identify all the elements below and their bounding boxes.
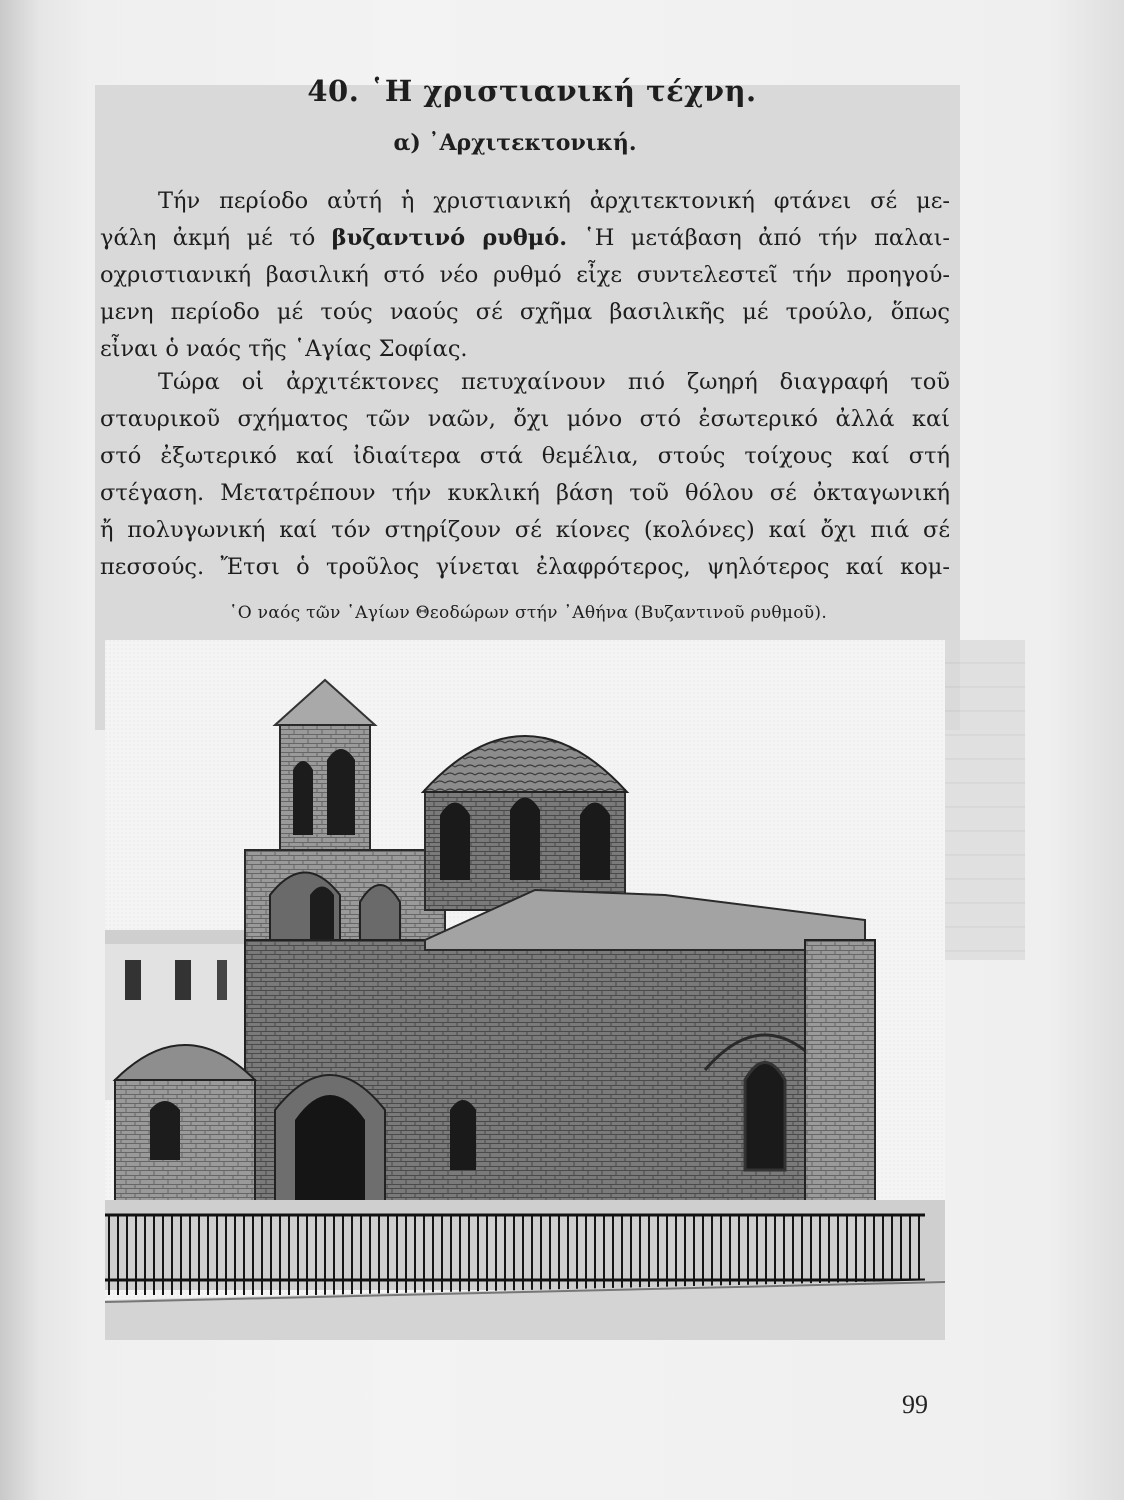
section-subtitle: α) ᾿Αρχιτεκτονική. — [393, 130, 637, 156]
show-through-text — [940, 640, 1025, 960]
paragraph-2-line: Τώρα οἱ ἀρχιτέκτονες πετυχαίνουν πιό ζωηρή διαγραφή τοῦ — [158, 369, 950, 395]
paragraph-1-line: Τήν περίοδο αὐτή ἡ χριστιανική ἀρχιτεκτονική φτάνει σέ με- — [158, 188, 950, 214]
paragraph-1-line: εἶναι ὁ ναός τῆς ῾Αγίας Σοφίας. — [100, 336, 468, 362]
section-title: 40. ῾Η χριστιανική τέχνη. — [307, 74, 757, 108]
church-photo — [105, 640, 945, 1340]
figure-caption: ῾Ο ναός τῶν ῾Αγίων Θεοδώρων στήν ᾿Αθήνα (Βυζαντινοῦ ρυθμοῦ). — [228, 603, 828, 623]
paragraph-1 — [100, 183, 950, 368]
bold-term: βυζαντινό ρυθμό. — [331, 225, 568, 251]
paragraph-2 — [100, 364, 950, 586]
paragraph-1-line: μενη περίοδο μέ τούς ναούς σέ σχῆμα βασιλικῆς μέ τρούλο, ὅπως — [100, 299, 950, 325]
paragraph-2-line: ἤ πολυγωνική καί τόν στηρίζουν σέ κίονες (κολόνες) καί ὄχι πιά σέ — [100, 517, 950, 543]
paragraph-2-line: στέγαση. Μετατρέπουν τήν κυκλική βάση τοῦ θόλου σέ ὀκταγωνική — [100, 480, 950, 506]
paragraph-2-line: πεσσούς. Ἔτσι ὁ τροῦλος γίνεται ἐλαφρότερος, ψηλότερος καί κομ- — [100, 554, 950, 580]
paragraph-2-line: στό ἐξωτερικό καί ἰδιαίτερα στά θεμέλια, στούς τοίχους καί στή — [100, 443, 950, 469]
text-run: ῾Η μετάβαση ἀπό τήν παλαι- — [567, 225, 950, 251]
text-run: γάλη ἀκμή μέ τό — [100, 225, 332, 251]
paragraph-1-line — [100, 220, 950, 257]
paragraph-1-line: οχριστιανική βασιλική στό νέο ρυθμό εἶχε συντελεστεῖ τήν προηγού- — [100, 262, 950, 288]
paragraph-2-line: σταυρικοῦ σχήματος τῶν ναῶν, ὄχι μόνο στό ἐσωτερικό ἀλλά καί — [100, 406, 950, 432]
page-number: 99 — [902, 1390, 928, 1419]
